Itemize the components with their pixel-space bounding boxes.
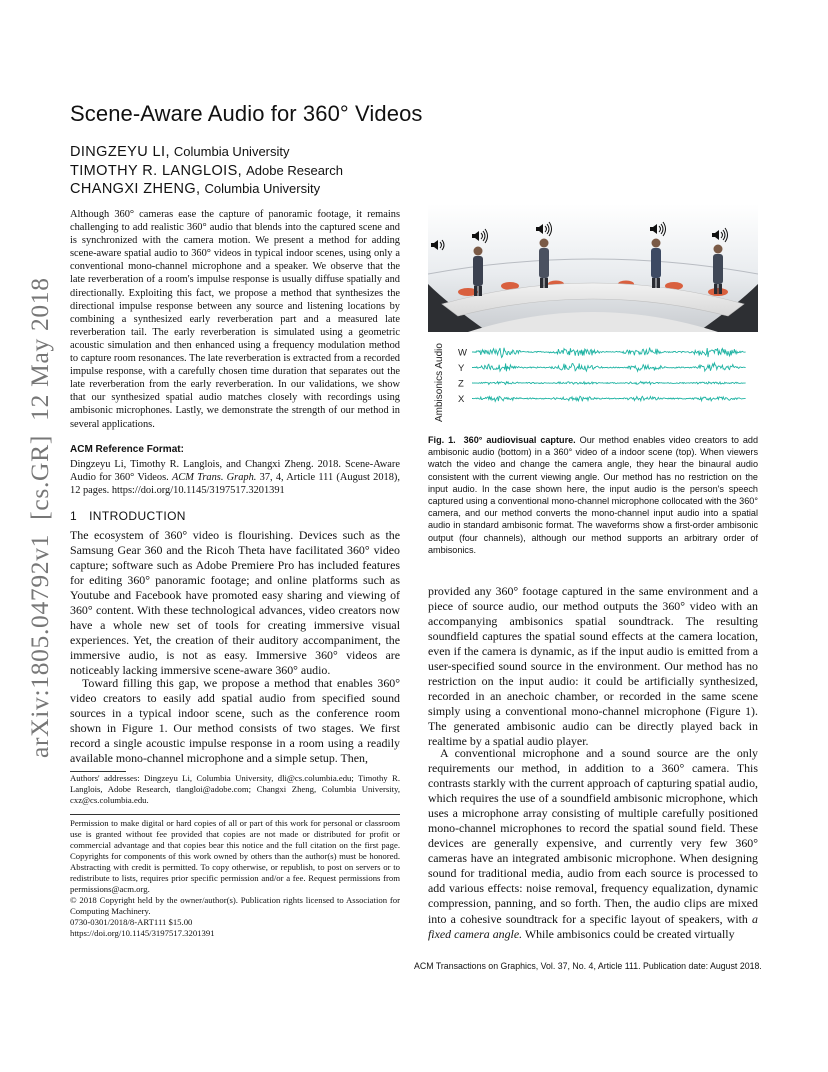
author-affiliation: Columbia University	[173, 144, 290, 159]
permissions-rule	[70, 814, 400, 815]
issn-line: 0730-0301/2018/8-ART111 $15.00	[70, 917, 193, 927]
author-line	[70, 143, 343, 162]
intro-paragraph: Toward filling this gap, we propose a method that enables 360° video creators to easily add spatial audio from specified sound sources in a typical indoor scene, such as the conference room shown in Figure 1. Our method consists of two stages. We first record a single acoustic impulse response in a room using a readily available mono-channel microphone and a simple setup. Then,	[70, 676, 400, 766]
section-heading	[70, 509, 186, 523]
acm-reference-details: 37, 4, Article 111 (August 2018), 12 pages. https://doi.org/10.1145/3197517.3201391	[70, 472, 400, 497]
waveform-z	[472, 381, 746, 384]
acm-reference-journal: ACM Trans. Graph.	[171, 472, 257, 484]
waveform-rows	[458, 348, 746, 406]
channel-label: Y	[458, 363, 465, 374]
figure-caption-title: 360° audiovisual capture.	[463, 435, 576, 445]
arxiv-stamp-svg	[10, 270, 62, 770]
figure-caption	[428, 434, 758, 556]
doi-line: https://doi.org/10.1145/3197517.3201391	[70, 928, 215, 938]
channel-label: Z	[458, 378, 464, 390]
footnote-rule	[70, 771, 126, 772]
paper-title: Scene-Aware Audio for 360° Videos	[70, 101, 423, 126]
acm-reference	[70, 443, 400, 497]
section-title: INTRODUCTION	[89, 509, 186, 523]
section-number: 1	[70, 509, 78, 523]
author-name: DINGZEYU LI,	[70, 144, 170, 160]
ambisonics-waveforms	[428, 342, 758, 428]
author-affiliation: Adobe Research	[246, 162, 343, 178]
intro-paragraph: The ecosystem of 360° video is flourishing. Devices such as the Samsung Gear 360 and the Ricoh Theta have facilitated 360° video capture; software such as Adobe Premiere Pro has included features for editing 360° panoramic footage; and online platforms such as Youtube and Facebook have promoted easy sharing and viewing of 360° content. With these technological advances, video creators now have a whole new set of tools for creating immersive visual experiences. Yet, the creation of their auditory accompaniment, the immersive audio, is not as easy. Immersive 360° videos are noticeably lacking immersive scene-aware 360° audio.	[70, 528, 400, 678]
author-line	[70, 162, 343, 181]
waveform-x	[472, 396, 746, 401]
copyright-line: © 2018 Copyright held by the owner/author(s). Publication rights licensed to Association for Computing Machinery.	[70, 895, 400, 916]
author-line	[70, 180, 343, 199]
author-name: CHANGXI ZHENG,	[70, 181, 201, 197]
channel-label: X	[458, 394, 465, 405]
acm-reference-text	[70, 458, 400, 497]
body-paragraph-end: While ambisonics could be created virtually	[524, 926, 735, 941]
body-paragraph-main: A conventional microphone and a sound source are the only requirements our method, in addition to a 360° camera. This contrasts starkly with the current approach of capturing spatial audio, which requires the use of a soundfield ambisonic microphone, which uses a microphone array consisting of multiple carefully positioned mono-channel microphones to record the spatial sound field. These devices are generally expensive, and currently very few 360° cameras have an integrated ambisonic microphone. When designing sound for traditional media, audio from each source is processed to add various effects: noise removal, frequency equalization, dynamic compression, panning, and so forth. Then, the audio clips are mixed into a cohesive soundtrack for a specific layout of speakers, with	[428, 746, 758, 926]
running-footer: ACM Transactions on Graphics, Vol. 37, No. 4, Article 111. Publication date: August 2018.	[414, 961, 762, 971]
body-paragraph	[428, 746, 758, 942]
abstract: Although 360° cameras ease the capture of panoramic footage, it remains challenging to add realistic 360° audio that blends into the captured scene and is synchronized with the camera motion. We present a method for adding scene-aware spatial audio to 360° videos in typical indoor scenes, using only a conventional mono-channel microphone and a speaker. We observe that the late reverberation of a room's impulse response is usually diffuse spatially and directionally. Exploiting this fact, we propose a method that synthesizes the directional impulse response between any source and listening locations by combining a synthesized early reverberation part and a measured late reverberation tail. The early reverberation is simulated using a geometric acoustic simulation and then enhanced using a frequency modulation method to capture room resonances. The late reverberation is extracted from a recorded impulse response, with a carefully chosen time duration that separates out the late reverberation from the early reverberation. In our validations, we show that our synthesized spatial audio matches closely with recordings using ambisonic microphones. Lastly, we demonstrate the strength of our method in several applications.	[70, 209, 400, 430]
channel-label: W	[458, 347, 467, 359]
permission-notice: Permission to make digital or hard copies of all or part of this work for personal or classroom use is granted without fee provided that copies are not made or distributed for profit or commercial advantage and that copies bear this notice and the full citation on the first page. Copyrights for components of this work owned by others than the author(s) must be honored. Abstracting with credit is permitted. To copy otherwise, or republish, to post on servers or to redistribute to lists, requires prior specific permission and/or a fee. Request permissions from permissions@acm.org.	[70, 818, 400, 894]
panorama-image	[428, 204, 758, 332]
waveform-w	[472, 348, 746, 358]
author-list	[70, 143, 343, 199]
acm-reference-label: ACM Reference Format:	[70, 444, 184, 455]
acm-reference-authors: Dingzeyu Li, Timothy R. Langlois, and Changxi Zheng. 2018. Scene-Aware Audio for 360° Videos.	[70, 459, 400, 484]
author-affiliation: Columbia University	[204, 181, 321, 196]
author-addresses-footnote: Authors' addresses: Dingzeyu Li, Columbia University, dli@cs.columbia.edu; Timothy R. Langlois, Adobe Research, tlangloi@adobe.com; Changxi Zheng, Columbia University, cxz@cs.columbia.edu.	[70, 773, 400, 805]
body-paragraph-italic: a fixed camera angle.	[428, 911, 758, 941]
figure-caption-text: Our method enables video creators to add ambisonic audio (bottom) in a 360° video of a indoor scene (top). When viewers watch the video and change the camera angle, they hear the binaural audio consistent with the current viewing angle. Our method has no restriction on the input audio. In the case shown here, the input audio is the person's speech captured using a conventional mono-channel microphone collocated with the 360° camera, and our method converts the mono-channel input audio into a spatial audio in standard ambisonic format. The waveforms show a first-order ambisonic output (four channels), although our method supports an arbitrary order of ambisonics.	[428, 435, 758, 555]
waveform-y	[472, 363, 746, 371]
figure-1	[428, 204, 758, 426]
author-name: TIMOTHY R. LANGLOIS,	[70, 162, 243, 179]
figure-caption-label: Fig. 1.	[428, 435, 456, 445]
arxiv-stamp-text: arXiv:1805.04792v1 [cs.GR] 12 May 2018	[25, 278, 54, 758]
body-paragraph: provided any 360° footage captured in the same environment and a piece of source audio, our method outputs the 360° video with an accompanying ambisonics spatial soundtrack. The resulting soundfield captures the spatial sound effects at the camera location, even if the camera is dynamic, as if the input audio is emitted from a user-specified sound source in the environment. Our method has no restriction on the input audio: it could be artificially synthesized, recorded in an anechoic chamber, or recorded in the same scene simply using a conventional mono-channel microphone (Figure 1). The generated ambisonic audio can be directly played back in realtime by a spatial audio player.	[428, 584, 758, 749]
permissions-block	[70, 818, 400, 939]
ambisonics-axis-label: Ambisonics Audio	[434, 343, 445, 422]
arxiv-stamp	[10, 270, 62, 770]
